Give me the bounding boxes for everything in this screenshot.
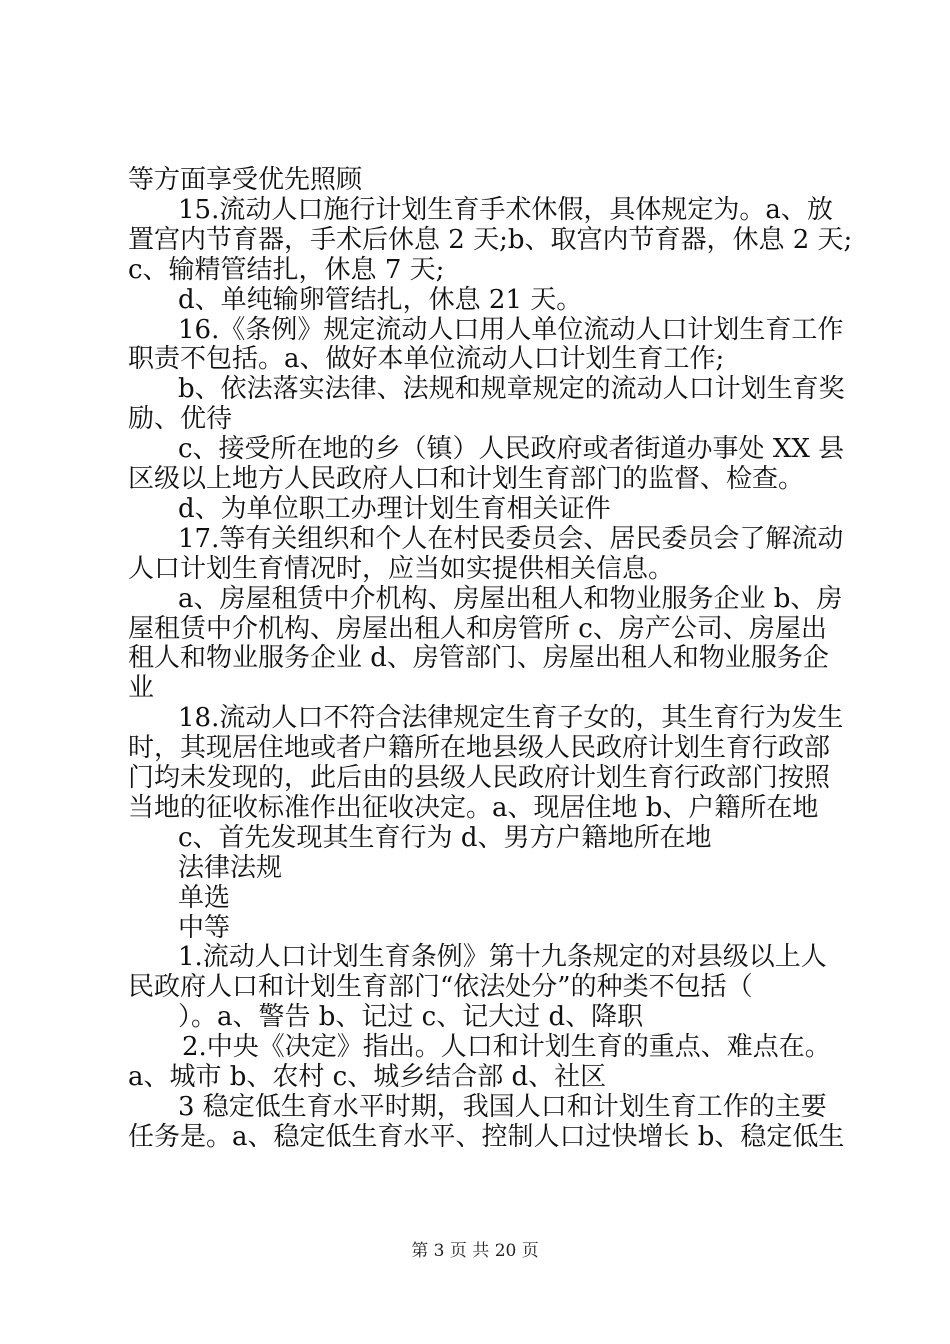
text-line: 2.中央《决定》指出。人口和计划生育的重点、难点在。 [182,1032,831,1063]
text-line: 门均未发现的，此后由的县级人民政府计划生育行政部门按照 [128,763,831,793]
text-line: 等方面享受优先照顾 [128,165,363,195]
text-line: 3 稳定低生育水平时期，我国人口和计划生育工作的主要 [178,1091,827,1122]
text-line: 业 [128,673,155,704]
text-line: c、输精管结扎，休息 7 天; [128,254,445,285]
text-line: 16.《条例》规定流动人口用人单位流动人口计划生育工作 [178,314,844,345]
text-line: ）。a、警告 b、记过 c、记大过 d、降职 [178,1002,644,1033]
text-line: 屋租赁中介机构、房屋出租人和房管所 c、房产公司、房屋出 [128,613,827,644]
text-line: d、为单位职工办理计划生育相关证件 [178,493,611,524]
page-footer: 第 3 页 共 20 页 [411,1241,539,1261]
text-line: 17.等有关组织和个人在村民委员会、居民委员会了解流动 [178,523,844,554]
text-line: c、首先发现其生育行为 d、男方户籍地所在地 [178,822,712,853]
text-line: 18.流动人口不符合法律规定生育子女的，其生育行为发生 [178,703,844,734]
section-subheading: 中等 [178,912,231,943]
text-line: 民政府人口和计划生育部门“依法处分”的种类不包括（ [128,972,753,1003]
text-line: d、单纯输卵管结扎，休息 21 天。 [178,284,583,315]
text-line: 1.流动人口计划生育条例》第十九条规定的对县级以上人 [178,942,827,973]
section-heading: 法律法规 [178,852,283,883]
text-line: 职责不包括。a、做好本单位流动人口计划生育工作; [128,344,725,375]
text-line: c、接受所在地的乡（镇）人民政府或者街道办事处 XX 县 [178,434,845,465]
text-line: a、房屋租赁中介机构、房屋出租人和物业服务企业 b、房 [178,583,843,614]
section-subheading: 单选 [178,882,231,913]
text-line: a、城市 b、农村 c、城乡结合部 d、社区 [128,1062,607,1092]
text-line: 置宫内节育器，手术后休息 2 天;b、取宫内节育器，休息 2 天; [128,224,853,255]
text-line: 任务是。a、稳定低生育水平、控制人口过快增长 b、稳定低生 [128,1121,845,1152]
text-line: b、依法落实法律、法规和规章规定的流动人口计划生育奖 [178,374,845,405]
text-line: 人口计划生育情况时，应当如实提供相关信息。 [128,553,675,584]
text-line: 区级以上地方人民政府人口和计划生育部门的监督、检查。 [128,464,805,494]
text-line: 当地的征收标准作出征收决定。a、现居住地 b、户籍所在地 [128,792,819,823]
text-line: 时，其现居住地或者户籍所在地县级人民政府计划生育行政部 [128,733,831,764]
text-line: 励、优待 [128,404,233,435]
text-line: 租人和物业服务企业 d、房管部门、房屋出租人和物业服务企 [128,643,829,674]
text-line: 15.流动人口施行计划生育手术休假，具体规定为。a、放 [178,194,833,225]
